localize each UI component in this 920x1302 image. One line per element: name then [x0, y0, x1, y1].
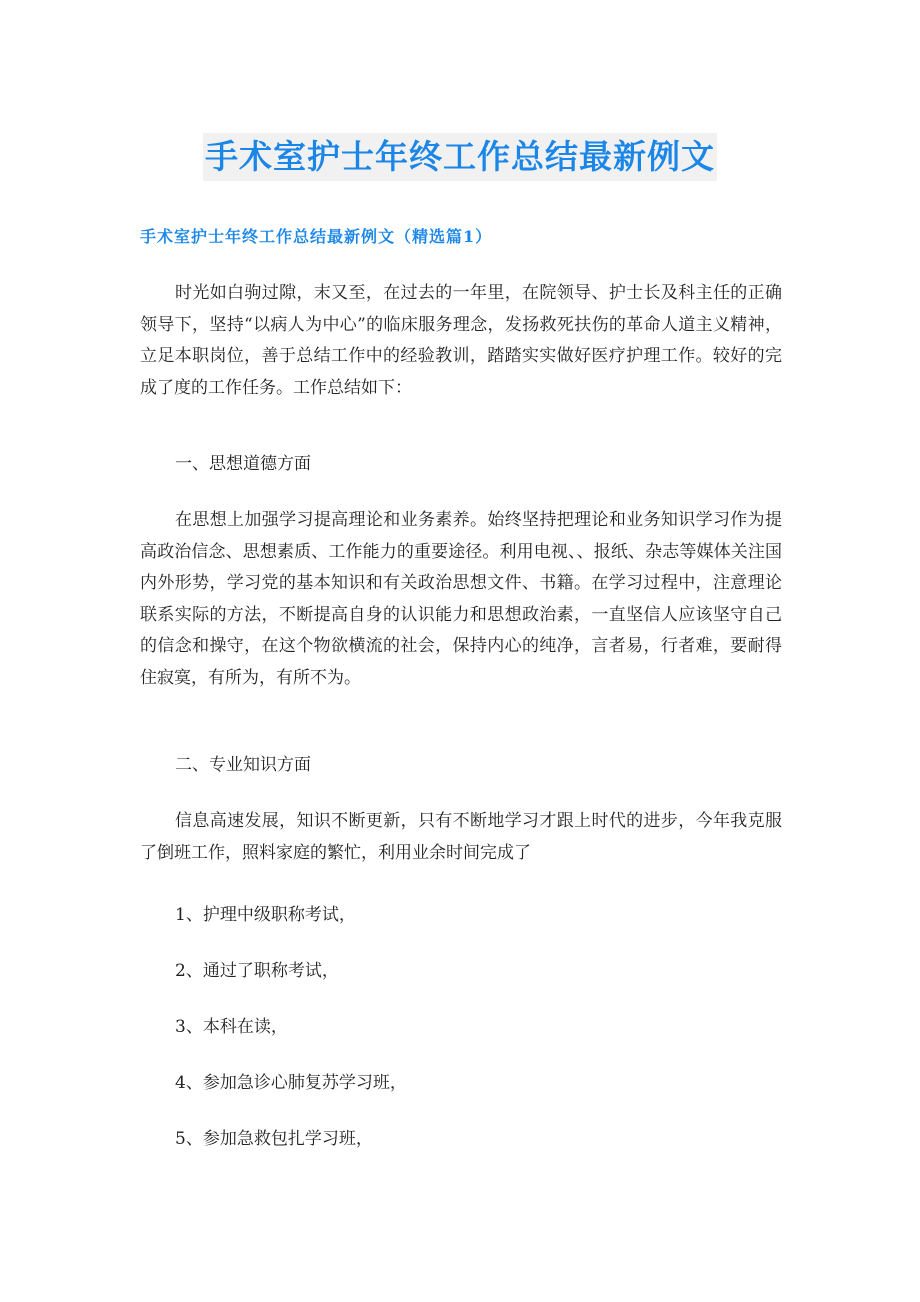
heading-block-1 — [140, 449, 782, 481]
list-item-block-2 — [140, 956, 782, 988]
list-item: 3、本科在读， — [175, 1017, 288, 1037]
list-item-block-5 — [140, 1124, 782, 1156]
heading-block-2 — [140, 750, 782, 782]
moral-paragraph: 在思想上加强学习提高理论和业务素养。始终坚持把理论和业务知识学习作为提高政治信念、思想素质、工作能力的重要途径。利用电视、、报纸、杂志等媒体关注国内外形势，学习党的基本知识和有关政治思想文件、书籍。在学习过程中，注意理论联系实际的方法，不断提高自身的认识能力和思想政治素，一直坚信人应该坚守自己的信念和操守，在这个物欲横流的社会，保持内心的纯净，言者易，行者难，要耐得住寂寞，有所为，有所不为。 — [140, 510, 782, 688]
list-item: 2、通过了职称考试， — [175, 961, 339, 981]
document-title: 手术室护士年终工作总结最新例文 — [203, 133, 717, 181]
section-heading-moral: 一、思想道德方面 — [175, 454, 311, 474]
section-subtitle: 手术室护士年终工作总结最新例文（精选篇1） — [140, 227, 493, 246]
knowledge-paragraph-block — [140, 806, 782, 869]
list-item-block-3 — [140, 1012, 782, 1044]
list-item: 4、参加急诊心肺复苏学习班， — [175, 1073, 407, 1093]
moral-paragraph-block — [140, 505, 782, 694]
section-heading-knowledge: 二、专业知识方面 — [175, 755, 311, 775]
list-item: 1、护理中级职称考试， — [175, 905, 356, 925]
list-item-block-1 — [140, 900, 782, 932]
title-container — [0, 133, 920, 181]
intro-paragraph-block — [140, 278, 782, 404]
intro-paragraph: 时光如白驹过隙，末又至，在过去的一年里，在院领导、护士长及科主任的正确领导下，坚持“以病人为中心”的临床服务理念，发扬救死扶伤的革命人道主义精神，立足本职岗位，善于总结工作中的经验教训，踏踏实实做好医疗护理工作。较好的完成了度的工作任务。工作总结如下： — [140, 283, 782, 398]
list-item-block-4 — [140, 1068, 782, 1100]
knowledge-paragraph: 信息高速发展，知识不断更新，只有不断地学习才跟上时代的进步，今年我克服了倒班工作，照料家庭的繁忙，利用业余时间完成了 — [140, 811, 782, 863]
list-item: 5、参加急救包扎学习班， — [175, 1129, 373, 1149]
